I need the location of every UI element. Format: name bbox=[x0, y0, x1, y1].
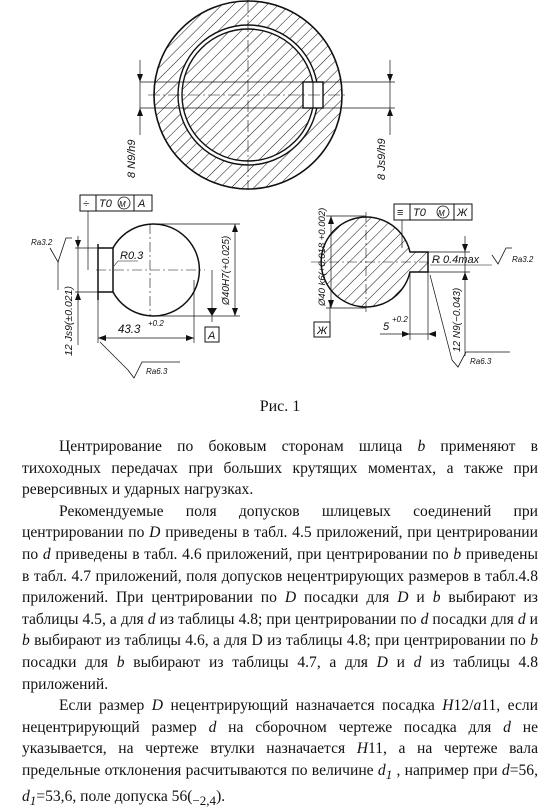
dim-top-left: 8 N9/h9 bbox=[126, 139, 138, 178]
frame-symbol: ÷ bbox=[83, 198, 90, 210]
frame-m-r: M bbox=[438, 209, 445, 218]
frame-tol-r: T0 bbox=[413, 207, 426, 219]
frame-tol: T0 bbox=[99, 198, 112, 210]
shaft-depth-tol: +0.2 bbox=[392, 315, 408, 324]
shaft-diameter: Ø40 k6(+0.018 +0.002) bbox=[317, 207, 328, 306]
radius-label-r: R 0.4max bbox=[432, 254, 480, 266]
roughness-2: Ra6.3 bbox=[146, 367, 168, 376]
roughness-1: Ra3.2 bbox=[31, 238, 53, 247]
shaft-slot-width: 12 N9(−0.043) bbox=[452, 287, 463, 352]
paragraph-2: Рекомендуемые поля допусков шлицевых соединений при центрировании по D приведены в табл. 4.5 приложений, при центрировании по d приведены в табл. 4.6 приложений, при центрировании по b приведены в табл. 4.7 приложений, поля допусков нецентрирующих размеров в табл.4.8 приложений. При центрировании по D посадки для D и b выбирают из таблицы 4.5, а для d из таблицы 4.8; при центрировании по d посадки для d и b выбирают из таблицы 4.6, а для D из таблицы 4.8; при центрировании по b посадки для b выбирают из таблицы 4.7, а для D и d из таблицы 4.8 приложений. bbox=[22, 502, 538, 693]
roughness-r1: Ra3.2 bbox=[512, 255, 534, 264]
shaft-depth: 5 bbox=[383, 321, 390, 333]
base-label-a: A bbox=[208, 330, 216, 342]
roughness-r2: Ra6.3 bbox=[470, 357, 492, 366]
dim-top-right: 8 Js9/h9 bbox=[376, 138, 388, 180]
slot-depth: 43.3 bbox=[118, 324, 141, 336]
figure-caption: Рис. 1 bbox=[259, 398, 301, 415]
frame-base-r: Ж bbox=[457, 207, 468, 219]
radius-label: R0.3 bbox=[120, 250, 144, 262]
paragraph-1: Центрирование по боковым сторонам шлица b применяют в тихоходных передачах при больших крутящих моментах, а также при реверсивных и ударных нагрузках. bbox=[22, 438, 538, 499]
base-label-zh: Ж bbox=[317, 325, 328, 337]
hub-detail bbox=[31, 195, 240, 378]
frame-m: M bbox=[119, 200, 126, 209]
shaft-detail bbox=[311, 204, 534, 367]
hole-diameter: Ø40H7(+0.025) bbox=[221, 235, 232, 305]
technical-drawing bbox=[0, 0, 560, 395]
body-text bbox=[22, 436, 538, 811]
paragraph-3: Если размер D нецентрирующий назначается посадка H12/a11, если нецентрирующий размер d на сборочном чертеже посадка для d не указывается, на чертеже втулки назначается H11, а на чертеже вала предельные отклонения расчитываются по величине $d_1$ , например при d=56, $d_1=53,6$, поле допуска $56(_{-2,4})$. bbox=[22, 697, 539, 808]
slot-width: 12 Js9(±0.021) bbox=[63, 286, 75, 356]
frame-base: A bbox=[138, 198, 146, 210]
frame-symbol-r: ≡ bbox=[397, 207, 404, 219]
assembly-section bbox=[126, 0, 395, 190]
slot-depth-tol: +0.2 bbox=[148, 319, 164, 328]
